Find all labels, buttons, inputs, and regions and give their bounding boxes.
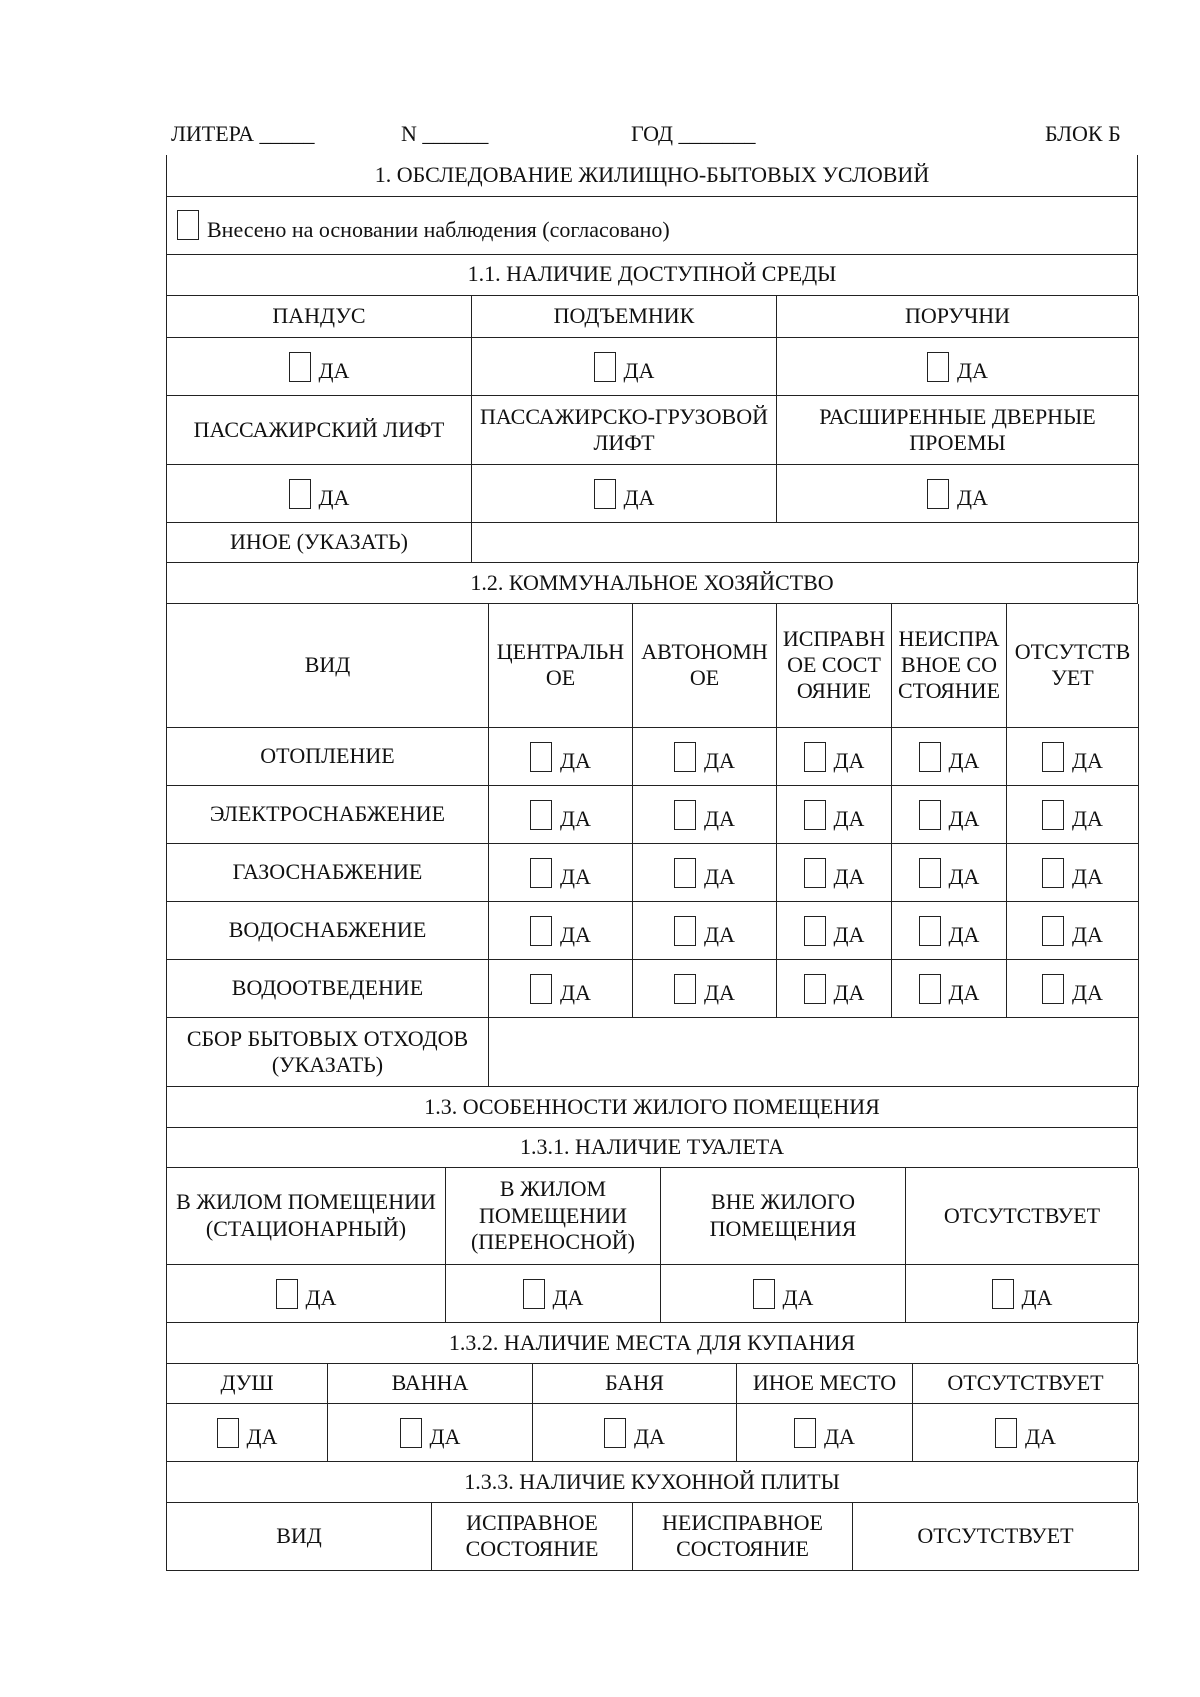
water-absent-checkbox[interactable] — [1042, 916, 1064, 946]
toilet-indoor-portable-header: В ЖИЛОМ ПОМЕЩЕНИИ (ПЕРЕНОСНОЙ) — [446, 1168, 661, 1265]
sauna-header: БАНЯ — [533, 1364, 737, 1404]
yes-label: ДА — [1072, 864, 1103, 890]
handrails-checkbox[interactable] — [927, 352, 949, 382]
toilet-absent-checkbox[interactable] — [992, 1279, 1014, 1309]
yes-label: ДА — [957, 485, 988, 511]
heating-autonomous-checkbox[interactable] — [674, 742, 696, 772]
water-broken-checkbox[interactable] — [919, 916, 941, 946]
bathing-table — [166, 1364, 1139, 1463]
yes-label: ДА — [833, 980, 865, 1006]
section-1-2-title: 1.2. КОММУНАЛЬНОЕ ХОЗЯЙСТВО — [167, 563, 1138, 603]
toilet-outdoor-header: ВНЕ ЖИЛОГО ПОМЕЩЕНИЯ — [661, 1168, 906, 1265]
water-autonomous-checkbox[interactable] — [674, 916, 696, 946]
water-central-checkbox[interactable] — [530, 916, 552, 946]
observation-note-row — [167, 196, 1138, 254]
yes-label: ДА — [948, 864, 980, 890]
yes-label: ДА — [704, 748, 735, 774]
handrails-label: ПОРУЧНИ — [777, 296, 1139, 338]
freight-lift-checkbox[interactable] — [594, 479, 616, 509]
utility-water: ВОДОСНАБЖЕНИЕ — [167, 902, 489, 960]
yes-label: ДА — [560, 922, 591, 948]
yes-label: ДА — [560, 748, 591, 774]
bathing-title-table — [166, 1323, 1138, 1364]
yes-label: ДА — [560, 864, 591, 890]
observation-note-label: Внесено на основании наблюдения (согласовано) — [207, 216, 670, 242]
yes-label: ДА — [560, 980, 591, 1006]
table-row — [167, 902, 1139, 960]
yes-label: ДА — [833, 748, 865, 774]
wide-doors-checkbox[interactable] — [927, 479, 949, 509]
drainage-central-checkbox[interactable] — [530, 974, 552, 1004]
section-1-title: 1. ОБСЛЕДОВАНИЕ ЖИЛИЩНО-БЫТОВЫХ УСЛОВИЙ — [167, 155, 1138, 196]
bath-header: ВАННА — [328, 1364, 533, 1404]
section-1-1-title: 1.1. НАЛИЧИЕ ДОСТУПНОЙ СРЕДЫ — [167, 254, 1138, 295]
heating-absent-checkbox[interactable] — [1042, 742, 1064, 772]
heating-working-checkbox[interactable] — [804, 742, 826, 772]
gas-working-checkbox[interactable] — [804, 858, 826, 888]
wide-doors-label: РАСШИРЕННЫЕ ДВЕРНЫЕ ПРОЕМЫ — [777, 396, 1139, 465]
electricity-broken-checkbox[interactable] — [919, 800, 941, 830]
yes-label: ДА — [1025, 1424, 1056, 1450]
broken-header: НЕИСПРАВНОЕ СОСТОЯНИЕ — [892, 604, 1007, 728]
yes-label: ДА — [1021, 1285, 1053, 1311]
utility-drainage: ВОДООТВЕДЕНИЕ — [167, 960, 489, 1018]
stove-kind-header: ВИД — [167, 1503, 432, 1571]
passenger-lift-label: ПАССАЖИРСКИЙ ЛИФТ — [167, 396, 472, 465]
drainage-broken-checkbox[interactable] — [919, 974, 941, 1004]
stove-broken-header: НЕИСПРАВНОЕ СОСТОЯНИЕ — [633, 1503, 853, 1571]
yes-label: ДА — [634, 1424, 665, 1450]
number-field[interactable]: N ______ — [401, 121, 489, 146]
table-row — [167, 844, 1139, 902]
yes-label: ДА — [1072, 748, 1103, 774]
electricity-central-checkbox[interactable] — [530, 800, 552, 830]
section-1-3-2-title: 1.3.2. НАЛИЧИЕ МЕСТА ДЛЯ КУПАНИЯ — [167, 1323, 1138, 1363]
yes-label: ДА — [429, 1424, 461, 1450]
section-1-table — [166, 155, 1138, 296]
gas-autonomous-checkbox[interactable] — [674, 858, 696, 888]
observation-checkbox[interactable] — [177, 210, 199, 240]
litera-field[interactable]: ЛИТЕРА _____ — [171, 121, 315, 146]
yes-label: ДА — [246, 1424, 278, 1450]
working-header: ИСПРАВНОЕ СОСТОЯНИЕ — [777, 604, 892, 728]
yes-label: ДА — [704, 980, 735, 1006]
yes-label: ДА — [704, 806, 735, 832]
gas-broken-checkbox[interactable] — [919, 858, 941, 888]
stove-table — [166, 1503, 1139, 1572]
drainage-absent-checkbox[interactable] — [1042, 974, 1064, 1004]
other-label: ИНОЕ (УКАЗАТЬ) — [167, 523, 472, 563]
ramp-checkbox[interactable] — [289, 352, 311, 382]
utilities-title-table — [166, 563, 1138, 604]
autonomous-header: АВТОНОМНОЕ — [633, 604, 777, 728]
stove-title-table — [166, 1462, 1138, 1503]
yes-label: ДА — [948, 922, 980, 948]
table-row — [167, 728, 1139, 786]
yes-label: ДА — [552, 1285, 584, 1311]
toilet-table — [166, 1168, 1139, 1324]
yes-label: ДА — [824, 1424, 855, 1450]
water-working-checkbox[interactable] — [804, 916, 826, 946]
yes-label: ДА — [948, 806, 980, 832]
accessible-env-table — [166, 296, 1139, 564]
waste-input[interactable] — [489, 1018, 1139, 1087]
bathing-absent-header: ОТСУТСТВУЕТ — [913, 1364, 1139, 1404]
gas-central-checkbox[interactable] — [530, 858, 552, 888]
drainage-working-checkbox[interactable] — [804, 974, 826, 1004]
yes-label: ДА — [623, 358, 655, 384]
yes-label: ДА — [305, 1285, 337, 1311]
other-place-checkbox[interactable] — [794, 1418, 816, 1448]
yes-label: ДА — [560, 806, 591, 832]
survey-form — [166, 155, 1138, 1571]
shower-header: ДУШ — [167, 1364, 328, 1404]
shower-checkbox[interactable] — [217, 1418, 239, 1448]
dwelling-title-table — [166, 1087, 1138, 1168]
drainage-autonomous-checkbox[interactable] — [674, 974, 696, 1004]
other-place-header: ИНОЕ МЕСТО — [737, 1364, 913, 1404]
yes-label: ДА — [833, 922, 865, 948]
electricity-working-checkbox[interactable] — [804, 800, 826, 830]
yes-label: ДА — [1072, 980, 1103, 1006]
yes-label: ДА — [833, 806, 865, 832]
yes-label: ДА — [833, 864, 865, 890]
central-header: ЦЕНТРАЛЬНОЕ — [489, 604, 633, 728]
kind-header: ВИД — [167, 604, 489, 728]
toilet-outdoor-checkbox[interactable] — [753, 1279, 775, 1309]
toilet-indoor-fixed-header: В ЖИЛОМ ПОМЕЩЕНИИ (СТАЦИОНАРНЫЙ) — [167, 1168, 446, 1265]
yes-label: ДА — [318, 358, 350, 384]
table-row — [167, 960, 1139, 1018]
waste-label: СБОР БЫТОВЫХ ОТХОДОВ (УКАЗАТЬ) — [167, 1018, 489, 1087]
stove-working-header: ИСПРАВНОЕ СОСТОЯНИЕ — [432, 1503, 633, 1571]
heating-broken-checkbox[interactable] — [919, 742, 941, 772]
freight-lift-label: ПАССАЖИРСКО-ГРУЗОВОЙ ЛИФТ — [472, 396, 777, 465]
utilities-table — [166, 604, 1139, 1088]
yes-label: ДА — [948, 980, 980, 1006]
yes-label: ДА — [704, 922, 735, 948]
absent-header: ОТСУТСТВУЕТ — [1007, 604, 1139, 728]
block-label: БЛОК Б — [1045, 121, 1121, 146]
utility-gas: ГАЗОСНАБЖЕНИЕ — [167, 844, 489, 902]
heating-central-checkbox[interactable] — [530, 742, 552, 772]
yes-label: ДА — [1072, 922, 1103, 948]
bathing-absent-checkbox[interactable] — [995, 1418, 1017, 1448]
ramp-label: ПАНДУС — [167, 296, 472, 338]
utility-electricity: ЭЛЕКТРОСНАБЖЕНИЕ — [167, 786, 489, 844]
yes-label: ДА — [623, 485, 655, 511]
yes-label: ДА — [957, 358, 988, 384]
yes-label: ДА — [782, 1285, 814, 1311]
utility-heating: ОТОПЛЕНИЕ — [167, 728, 489, 786]
yes-label: ДА — [318, 485, 350, 511]
stove-absent-header: ОТСУТСТВУЕТ — [853, 1503, 1139, 1571]
sauna-checkbox[interactable] — [604, 1418, 626, 1448]
table-row — [167, 786, 1139, 844]
yes-label: ДА — [704, 864, 735, 890]
section-1-3-3-title: 1.3.3. НАЛИЧИЕ КУХОННОЙ ПЛИТЫ — [167, 1462, 1138, 1502]
section-1-3-1-title: 1.3.1. НАЛИЧИЕ ТУАЛЕТА — [167, 1127, 1138, 1167]
electricity-absent-checkbox[interactable] — [1042, 800, 1064, 830]
lift-platform-checkbox[interactable] — [594, 352, 616, 382]
passenger-lift-checkbox[interactable] — [289, 479, 311, 509]
toilet-indoor-fixed-checkbox[interactable] — [276, 1279, 298, 1309]
year-field[interactable]: ГОД _______ — [631, 121, 756, 146]
yes-label: ДА — [1072, 806, 1103, 832]
yes-label: ДА — [948, 748, 980, 774]
bath-checkbox[interactable] — [400, 1418, 422, 1448]
toilet-absent-header: ОТСУТСТВУЕТ — [906, 1168, 1139, 1265]
gas-absent-checkbox[interactable] — [1042, 858, 1064, 888]
lift-platform-label: ПОДЪЕМНИК — [472, 296, 777, 338]
electricity-autonomous-checkbox[interactable] — [674, 800, 696, 830]
section-1-3-title: 1.3. ОСОБЕННОСТИ ЖИЛОГО ПОМЕЩЕНИЯ — [167, 1087, 1138, 1127]
other-input[interactable] — [472, 523, 1139, 563]
toilet-indoor-portable-checkbox[interactable] — [523, 1279, 545, 1309]
